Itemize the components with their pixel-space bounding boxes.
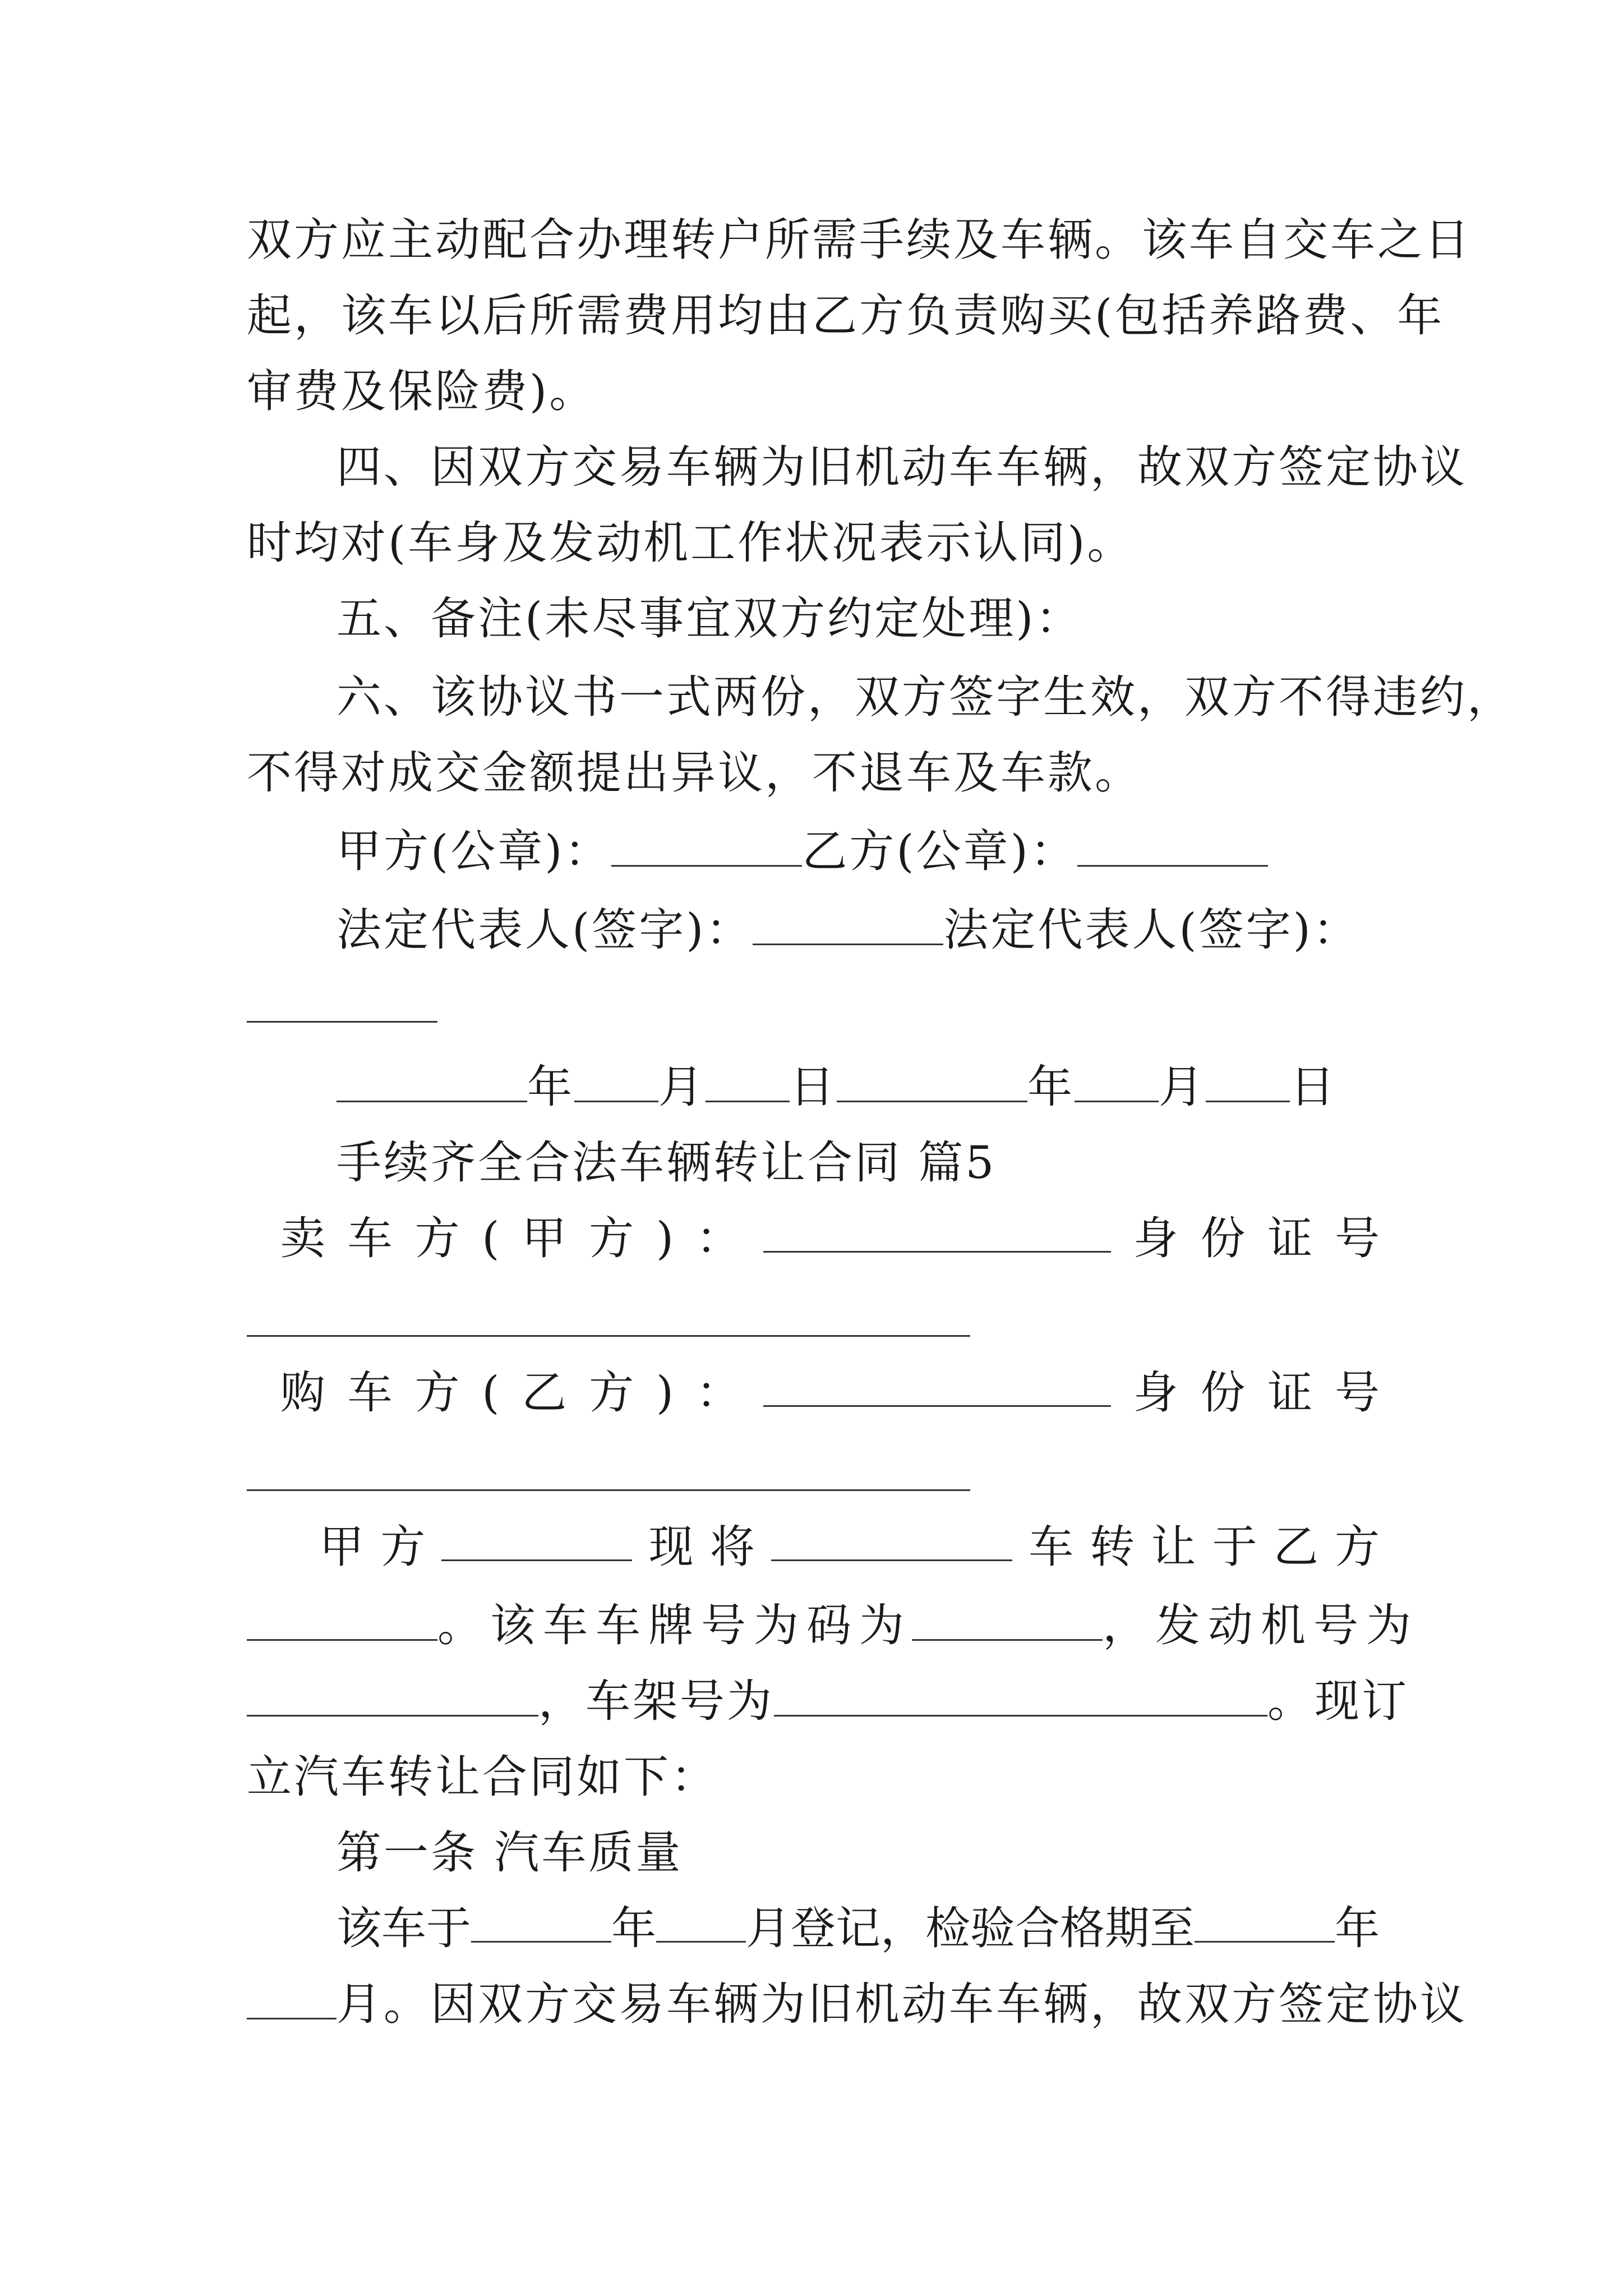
transfer-char: 于: [1212, 1521, 1257, 1573]
id-label-char: 证: [1267, 1212, 1313, 1264]
seller-char: 甲: [522, 1212, 567, 1264]
month-blank: [1075, 1061, 1159, 1102]
buyer-char: 乙: [522, 1366, 567, 1419]
buyer-char: 方: [414, 1366, 460, 1419]
paragraph-line: 四、因双方交易车辆为旧机动车车辆，故双方签定协议: [336, 441, 1467, 493]
day-label: 日: [1290, 1061, 1337, 1113]
party-b-seal-label: 乙方(公章)：: [802, 825, 1077, 877]
transfer-char: 将: [709, 1521, 755, 1573]
plate-blank: [912, 1600, 1103, 1641]
year-blank: [837, 1061, 1027, 1102]
id-label-char: 号: [1335, 1212, 1380, 1264]
party-a-seal-blank: [611, 826, 802, 867]
registration-text: 年: [611, 1902, 656, 1954]
party-b-name-blank: [247, 1600, 437, 1641]
transfer-line: [247, 1520, 1380, 1574]
paragraph-line: 五、备注(未尽事宜双方约定处理)：: [336, 592, 1083, 645]
frame-blank: [774, 1676, 1267, 1717]
buyer-char: ：: [695, 1366, 741, 1419]
id-label-char: 身: [1133, 1212, 1178, 1264]
paragraph-line: 审费及保险费)。: [247, 365, 597, 417]
section-title: 手续齐全合法车辆转让合同 篇5: [336, 1137, 997, 1189]
last-line: [247, 1977, 1467, 2031]
registration-text: 该车于: [336, 1902, 471, 1954]
year-label: 年: [527, 1061, 574, 1113]
frame-line: [247, 1674, 1409, 1728]
seller-blank: [763, 1212, 1111, 1253]
plate-line: [247, 1599, 1419, 1653]
year-label: 年: [1027, 1061, 1075, 1113]
party-a-name-blank: [441, 1520, 632, 1561]
buyer-char: 方: [589, 1366, 634, 1419]
day-label: 日: [790, 1061, 837, 1113]
buyer-char: ): [656, 1366, 674, 1419]
reg-month-blank: [656, 1902, 746, 1943]
seller-char: 方: [589, 1212, 634, 1264]
buyer-id-blank: [247, 1489, 970, 1491]
month-blank: [574, 1061, 658, 1102]
buyer-char: 车: [347, 1366, 393, 1419]
id-label-char: 证: [1267, 1366, 1313, 1419]
transfer-char: 甲: [319, 1521, 365, 1573]
id-label-char: 份: [1200, 1366, 1246, 1419]
plate-label: 。该车车牌号为码为: [437, 1599, 912, 1651]
engine-label: ，发动机号为: [1103, 1599, 1419, 1651]
rep-a-label: 法定代表人(签字)：: [336, 904, 753, 956]
rep-a-blank: [753, 904, 943, 945]
party-b-seal-blank: [1077, 826, 1268, 867]
buyer-line: [247, 1366, 1380, 1420]
seller-char: 方: [414, 1212, 460, 1264]
intro-line: 立汽车转让合同如下：: [247, 1751, 718, 1803]
vehicle-blank: [771, 1520, 1012, 1561]
registration-text: 年: [1335, 1902, 1380, 1954]
year-blank: [336, 1061, 527, 1102]
paragraph-line: 时均对(车身及发动机工作状况表示认同)。: [247, 517, 1135, 569]
day-blank: [1206, 1061, 1290, 1102]
month-label: 月: [1159, 1061, 1206, 1113]
transfer-char: 让: [1151, 1521, 1196, 1573]
transfer-char: 方: [1334, 1521, 1380, 1573]
paragraph-line: 双方应主动配合办理转户所需手续及车辆。该车自交车之日: [247, 214, 1472, 266]
id-label-char: 号: [1335, 1366, 1380, 1419]
seller-line: [247, 1212, 1380, 1266]
transfer-char: 转: [1090, 1521, 1135, 1573]
transfer-char: 车: [1029, 1521, 1074, 1573]
reg-year-blank: [471, 1902, 611, 1943]
rep-b-label: 法定代表人(签字)：: [943, 904, 1360, 956]
paragraph-line: 起，该车以后所需费用均由乙方负责购买(包括养路费、年: [247, 289, 1445, 342]
seller-char: (: [482, 1212, 500, 1264]
seller-char: ): [656, 1212, 674, 1264]
registration-text: 月登记，检验合格期至: [746, 1902, 1195, 1954]
paragraph-line: 六、该协议书一式两份，双方签字生效，双方不得违约，: [336, 671, 1514, 723]
buyer-char: (: [482, 1366, 500, 1419]
day-blank: [706, 1061, 790, 1102]
id-label-char: 身: [1133, 1366, 1178, 1419]
valid-month-blank: [247, 1978, 336, 2019]
seal-line: [336, 825, 1268, 878]
valid-year-blank: [1195, 1902, 1335, 1943]
representative-line: [336, 903, 1360, 957]
seller-char: 车: [347, 1212, 393, 1264]
article-title: 第一条 汽车质量: [336, 1826, 683, 1879]
seller-char: ：: [695, 1212, 741, 1264]
now-sign: 。现订: [1267, 1675, 1409, 1727]
party-a-seal-label: 甲方(公章)：: [336, 825, 612, 877]
seller-char: 卖: [280, 1212, 325, 1264]
buyer-blank: [763, 1366, 1111, 1407]
id-label-char: 份: [1200, 1212, 1246, 1264]
frame-label: ，车架号为: [538, 1675, 774, 1727]
registration-line: [336, 1902, 1380, 1955]
transfer-char: 方: [380, 1521, 426, 1573]
seller-id-blank: [247, 1335, 970, 1337]
transfer-char: 现: [648, 1521, 694, 1573]
date-line: [336, 1060, 1337, 1114]
paragraph-line: 不得对成交金额提出异议，不退车及车款。: [247, 747, 1142, 799]
buyer-char: 购: [280, 1366, 325, 1419]
month-label: 月: [658, 1061, 706, 1113]
rep-b-blank: [247, 1021, 437, 1023]
transfer-char: 乙: [1273, 1521, 1318, 1573]
last-line-text: 月。因双方交易车辆为旧机动车车辆，故双方签定协议: [336, 1978, 1467, 2030]
engine-blank: [247, 1676, 538, 1717]
